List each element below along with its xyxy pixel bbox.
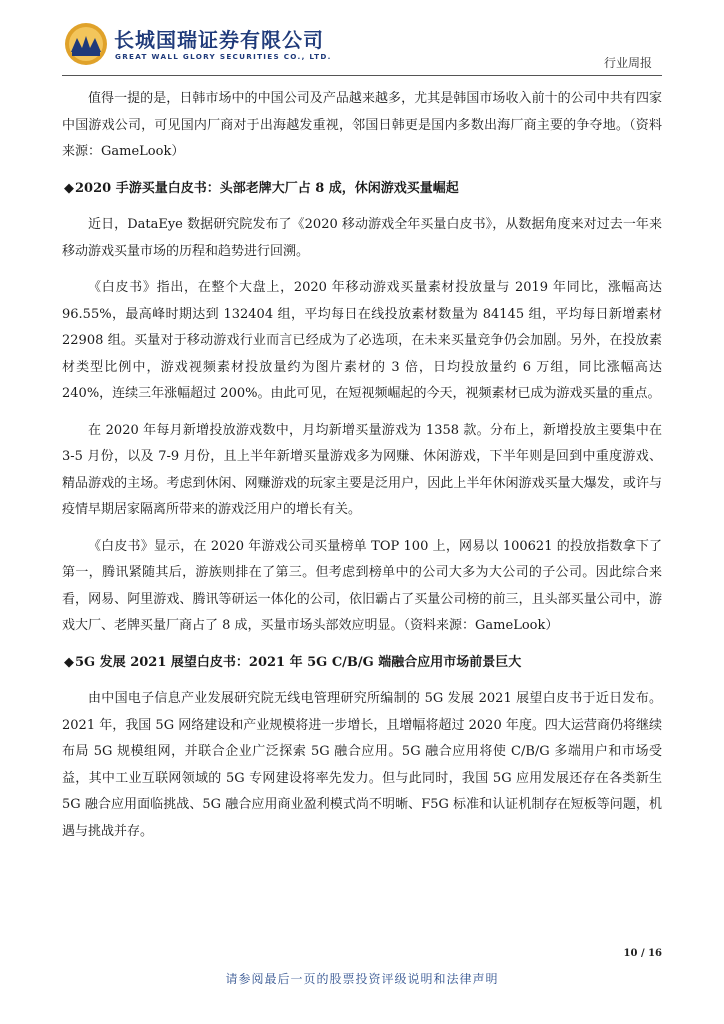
paragraph: 《白皮书》指出，在整个大盘上，2020 年移动游戏买量素材投放量与 2019 年同比，涨幅高达 96.55%，最高峰时期达到 132404 组，平均每日在线投放素材数量为 84145 组，平均每日新增素材 22908 组。买量对于移动游戏行业而言已经成为了必选项，在未来买量竞争仍会加剧。另外，在投放素材类型比例中，游戏视频素材投放量约为图片素材的 3 倍，日均投放量约 6 万组，同比涨幅高达 240%，连续三年涨幅超过 200%。由此可见，在短视频崛起的今天，视频素材已成为游戏买量的重点。 <box>62 280 662 401</box>
section-heading-text: 2020 手游买量白皮书：头部老牌大厂占 8 成，休闲游戏买量崛起 <box>75 180 459 196</box>
diamond-icon: ◆ <box>64 180 74 196</box>
section-heading <box>62 176 662 203</box>
footer-disclaimer: 请参阅最后一页的股票投资评级说明和法律声明 <box>225 972 499 986</box>
paragraph: 由中国电子信息产业发展研究院无线电管理研究所编制的 5G 发展 2021 展望白皮书于近日发布。2021 年，我国 5G 网络建设和产业规模将进一步增长，且增幅将超过 2020 年度。四大运营商仍将继续布局 5G 规模组网，并联合企业广泛探索 5G 融合应用。5G 融合应用将使 C/B/G 多端用户和市场受益，其中工业互联网领域的 5G 专网建设将率先发力。但与此同时，我国 5G 应用发展还存在各类新生 5G 融合应用面临挑战、5G 融合应用商业盈利模式尚不明晰、F5G 标准和认证机制存在短板等问题，机遇与挑战并存。 <box>62 691 662 839</box>
paragraph: 值得一提的是，日韩市场中的中国公司及产品越来越多，尤其是韩国市场收入前十的公司中共有四家中国游戏公司，可见国内厂商对于出海越发重视，邻国日韩更是国内多数出海厂商主要的争夺地。（资料来源：GameLook） <box>62 91 662 159</box>
report-body <box>62 86 662 855</box>
paragraph: 近日，DataEye 数据研究院发布了《2020 移动游戏全年买量白皮书》，从数据角度来对过去一年来移动游戏买量市场的历程和趋势进行回溯。 <box>62 217 662 259</box>
header-divider <box>62 75 662 76</box>
paragraph: 《白皮书》显示，在 2020 年游戏公司买量榜单 TOP 100 上，网易以 100621 的投放指数拿下了第一，腾讯紧随其后，游族则排在了第三。但考虑到榜单中的公司大多为大公司的子公司。因此综合来看，网易、阿里游戏、腾讯等研运一体化的公司，依旧霸占了买量公司榜的前三，且头部买量公司中，游戏大厂、老牌买量厂商占了 8 成，买量市场头部效应明显。（资料来源：GameLook） <box>62 538 662 633</box>
page-header <box>0 0 724 80</box>
section-heading-text: 5G 发展 2021 展望白皮书：2021 年 5G C/B/G 端融合应用市场前景巨大 <box>75 654 522 670</box>
company-name-en: GREAT WALL GLORY SECURITIES CO., LTD. <box>115 52 332 61</box>
report-type-label: 行业周报 <box>603 56 652 70</box>
diamond-icon: ◆ <box>64 654 74 670</box>
company-name-cn: 长城国瑞证券有限公司 <box>114 28 324 52</box>
paragraph: 在 2020 年每月新增投放游戏数中，月均新增买量游戏为 1358 款。分布上，新增投放主要集中在 3-5 月份，以及 7-9 月份，且上半年新增买量游戏多为网赚、休闲游戏，下半年则是回到中重度游戏、精品游戏的主场。考虑到休闲、网赚游戏的玩家主要是泛用户，因此上半年休闲游戏买量大爆发，或许与疫情早期居家隔离所带来的游戏泛用户的增长有关。 <box>62 422 662 517</box>
page-number: 10 / 16 <box>623 948 662 959</box>
great-wall-logo-icon <box>64 22 108 66</box>
section-heading <box>62 650 662 677</box>
